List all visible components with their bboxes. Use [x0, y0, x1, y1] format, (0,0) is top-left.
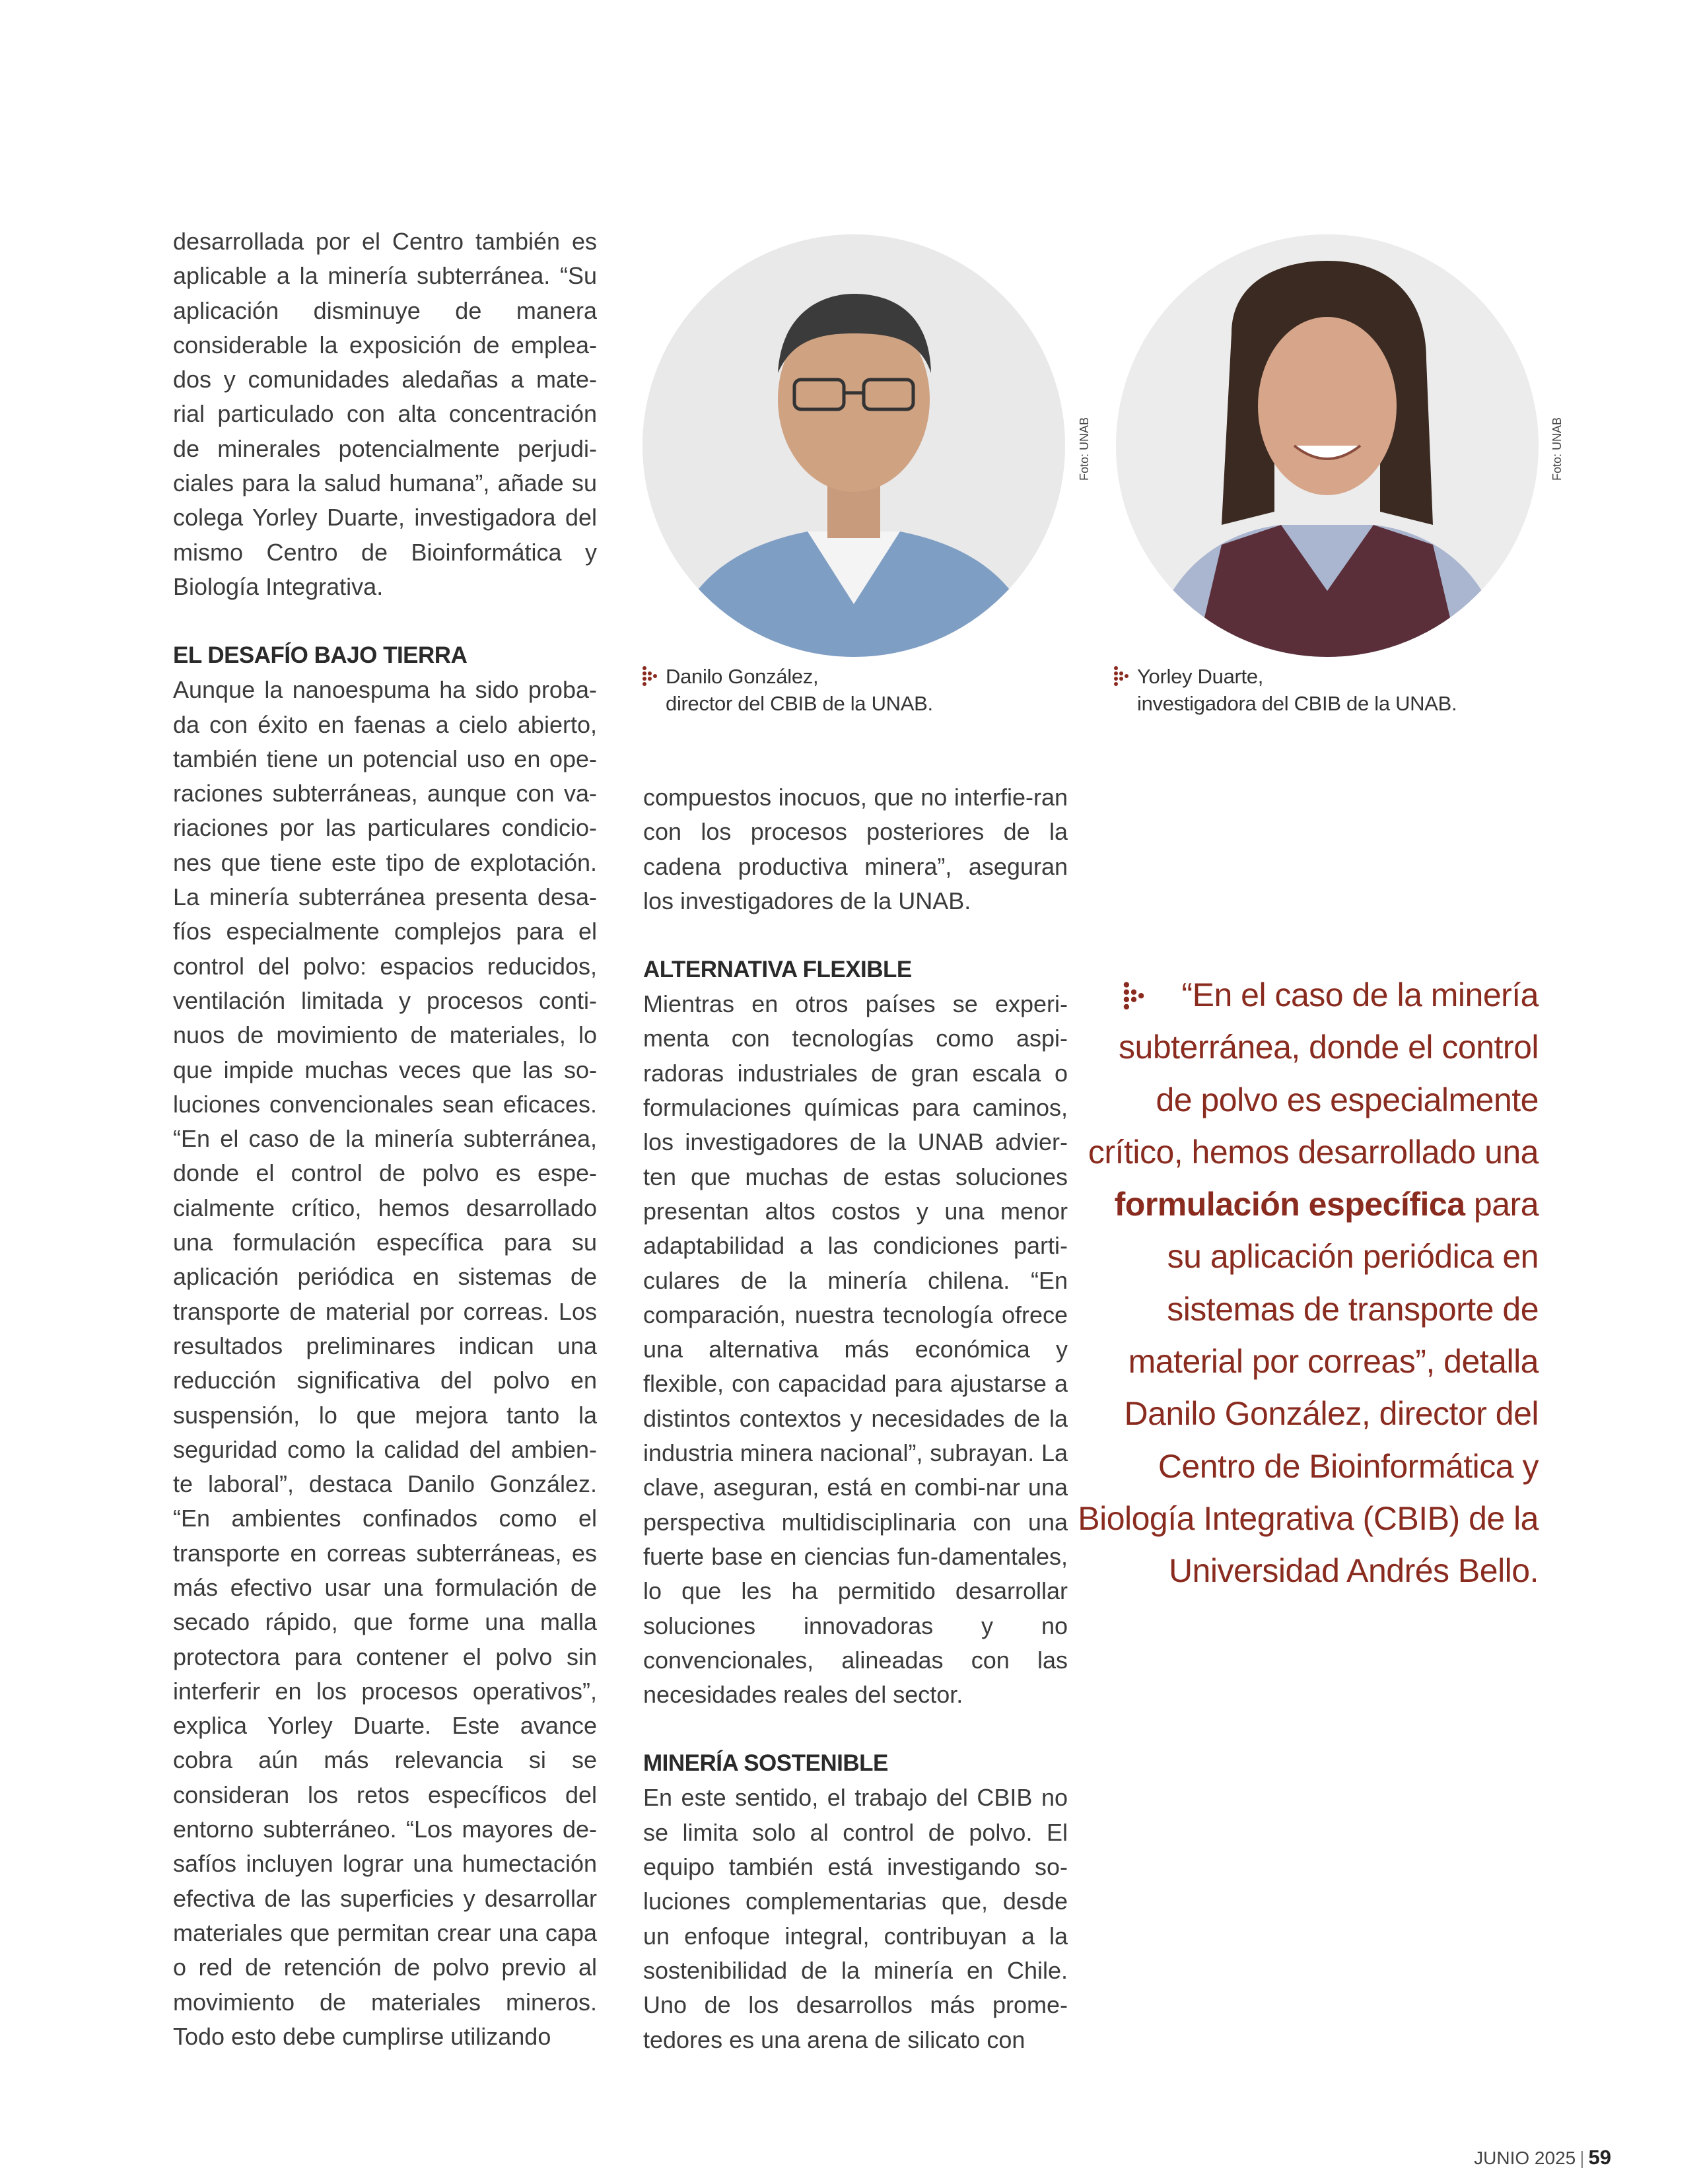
section-heading-mineria-sostenible: MINERÍA SOSTENIBLE: [643, 1750, 888, 1777]
page-number: 59: [1588, 2146, 1611, 2169]
caption-role: director del CBIB de la UNAB.: [666, 692, 933, 715]
portrait-woman-image: [1116, 234, 1539, 657]
left-intro-paragraph: desarrollada por el Centro también es aplicable a la minería subterránea. “Su aplicación disminuye de manera considerable la exposición de emplea-dos y comunidades aledañas a mate-rial particulado con alta concentración de minerales potencialmente perjudi-ciales para la salud humana”, añade su colega Yorley Duarte, investigadora del mismo Centro de Bioinformática y Biología Integrativa.: [173, 228, 597, 600]
pull-quote-emphasis: formulación específica: [1114, 1186, 1465, 1223]
page-footer: [1474, 2146, 1611, 2169]
issue-date: JUNIO 2025: [1474, 2148, 1576, 2168]
caption-name: Yorley Duarte,: [1137, 665, 1264, 688]
middle-body-paragraph-2: En este sentido, el trabajo del CBIB no se limita solo al control de polvo. El equipo también está investigando so-luciones complementarias que, desde un enfoque integral, contribuyan a la sostenibilidad de la minería en Chile. Uno de los desarrollos más prome-tedores es una arena de silicato con: [643, 1784, 1068, 2053]
photo-caption-danilo: [666, 663, 933, 717]
photo-danilo-gonzalez: [642, 234, 1065, 657]
middle-intro-paragraph: compuestos inocuos, que no interfie-ran con los procesos posteriores de la cadena productiva minera”, aseguran los investigadores de la UNAB.: [643, 784, 1068, 914]
pull-quote: [1076, 969, 1539, 1598]
section-heading-desafio: EL DESAFÍO BAJO TIERRA: [173, 642, 468, 669]
photo-credit-2: Foto: UNAB: [1550, 417, 1564, 481]
photo-yorley-duarte: [1116, 234, 1539, 657]
section-heading-alternativa: ALTERNATIVA FLEXIBLE: [643, 957, 912, 983]
pull-quote-text-1: “En el caso de la minería subterránea, donde el control de polvo es especialmente crítico, hemos desarrollado una: [1088, 976, 1539, 1171]
portrait-man-image: [642, 234, 1065, 657]
photo-credit-1: Foto: UNAB: [1078, 417, 1091, 481]
left-column: [173, 224, 597, 2054]
footer-separator: |: [1580, 2148, 1585, 2168]
pull-quote-text-2: para su aplicación periódica en sistemas de transporte de material por correas”, detalla Danilo González, director del Centro de Bioinformática y Biología Integrativa (CBIB) de la Universidad Andrés Bello.: [1078, 1186, 1539, 1590]
middle-column: [643, 780, 1068, 2057]
photo-caption-yorley: [1137, 663, 1457, 717]
caption-role: investigadora del CBIB de la UNAB.: [1137, 692, 1457, 715]
dots-arrow-icon: [1113, 665, 1129, 689]
dots-arrow-icon: [642, 665, 658, 689]
left-body-paragraph: Aunque la nanoespuma ha sido proba-da con éxito en faenas a cielo abierto, también tiene un potencial uso en ope-raciones subterráneas, aunque con va-riaciones por las particulares condicio-nes que tiene este tipo de explotación. La minería subterránea presenta desa-fíos especialmente complejos para el control del polvo: espacios reducidos, ventilación limitada y procesos conti-nuos de movimiento de materiales, lo que impide muchas veces que las so-luciones convencionales sean eficaces. “En el caso de la minería subterránea, donde el control de polvo es espe-cialmente crítico, hemos desarrollado una formulación específica para su aplicación periódica en sistemas de transporte de material por correas. Los resultados preliminares indican una reducción significativa del polvo en suspensión, lo que mejora tanto la seguridad como la calidad del ambien-te laboral”, destaca Danilo González. “En ambientes confinados como el transporte en correas subterráneas, es más efectivo usar una formulación de secado rápido, que forme una malla protectora para contener el polvo sin interferir en los procesos operativos”, explica Yorley Duarte. Este avance cobra aún más relevancia si se consideran los retos específicos del entorno subterráneo. “Los mayores de-safíos incluyen lograr una humectación efectiva de las superficies y desarrollar materiales que permitan crear una capa o red de retención de polvo previo al movimiento de materiales mineros. Todo esto debe cumplirse utilizando: [173, 676, 597, 2050]
caption-name: Danilo González,: [666, 665, 819, 688]
middle-body-paragraph-1: Mientras en otros países se experi-menta con tecnologías como aspi-radoras industriales de gran escala o formulaciones químicas para caminos, los investigadores de la UNAB advier-ten que muchas de estas soluciones presentan altos costos y una menor adaptabilidad a las condiciones parti-culares de la minería chilena. “En comparación, nuestra tecnología ofrece una alternativa más económica y flexible, con capacidad para ajustarse a distintos contextos y necesidades de la industria minera nacional”, subrayan. La clave, aseguran, está en combi-nar una perspectiva multidisciplinaria con una fuerte base en ciencias fun-damentales, lo que les ha permitido desarrollar soluciones innovadoras y no convencionales, alineadas con las necesidades reales del sector.: [643, 990, 1068, 1709]
